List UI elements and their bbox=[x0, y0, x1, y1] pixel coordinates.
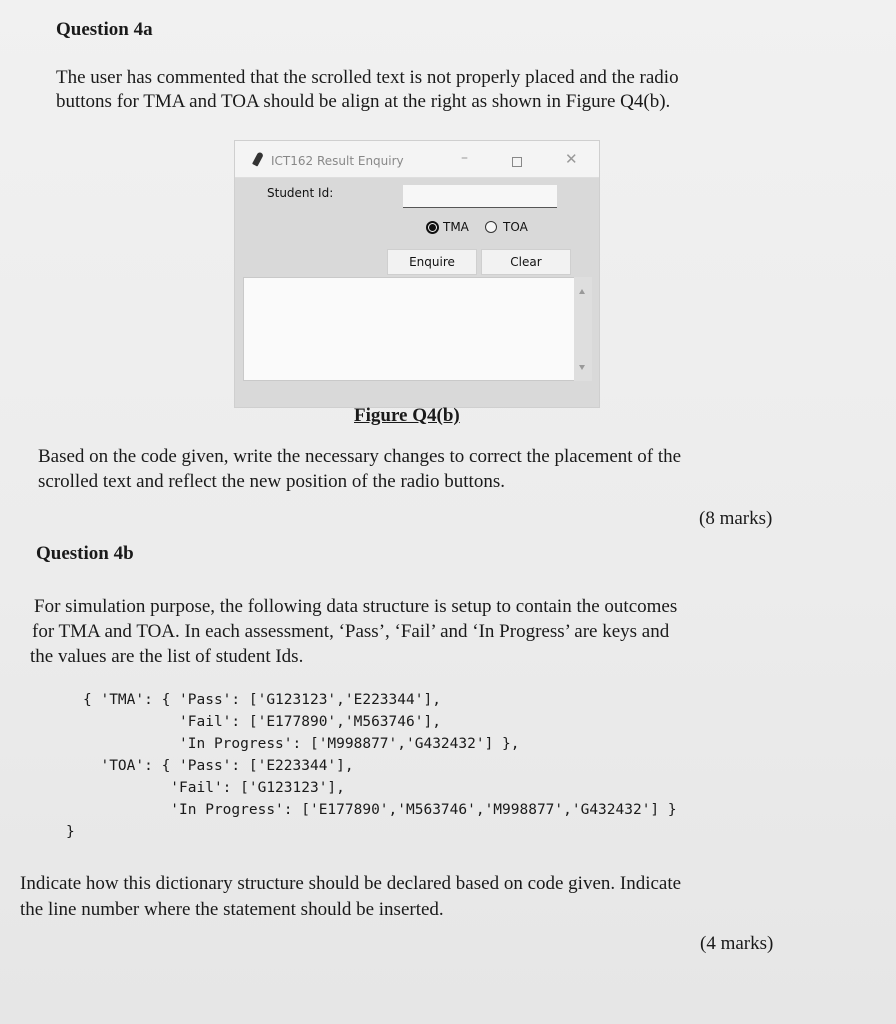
q4a-task-line-2: scrolled text and reflect the new position of the radio buttons. bbox=[38, 471, 505, 492]
figure-caption: Figure Q4(b) bbox=[354, 405, 460, 426]
close-icon[interactable]: ✕ bbox=[565, 150, 578, 168]
student-id-label: Student Id: bbox=[267, 186, 334, 200]
window-title: ICT162 Result Enquiry bbox=[271, 154, 404, 168]
code-line: 'In Progress': ['E177890','M563746','M998877','G432432'] } bbox=[83, 802, 677, 818]
radio-tma[interactable] bbox=[426, 221, 439, 234]
minimize-icon[interactable]: – bbox=[461, 150, 468, 166]
clear-button[interactable]: Clear bbox=[481, 249, 571, 275]
code-line: { 'TMA': { 'Pass': ['G123123','E223344'], bbox=[83, 692, 441, 708]
window-titlebar bbox=[235, 141, 599, 178]
code-line: 'TOA': { 'Pass': ['E223344'], bbox=[83, 758, 354, 774]
maximize-icon[interactable] bbox=[512, 157, 522, 167]
scroll-up-arrow-icon[interactable] bbox=[579, 289, 585, 294]
q4b-task-line-1: Indicate how this dictionary structure should be declared based on code given. Indicate bbox=[20, 873, 682, 894]
radio-toa-label: TOA bbox=[503, 220, 528, 234]
q4b-task-line-2: the line number where the statement should be inserted. bbox=[20, 899, 444, 920]
code-line: 'Fail': ['G123123'], bbox=[83, 780, 345, 796]
question-4a-heading: Question 4a bbox=[56, 19, 153, 40]
feather-app-icon bbox=[252, 151, 264, 166]
scrolled-text-area[interactable] bbox=[243, 277, 575, 381]
q4b-intro-line-3: the values are the list of student Ids. bbox=[30, 646, 304, 667]
q4a-marks: (8 marks) bbox=[699, 508, 773, 529]
code-line: 'Fail': ['E177890','M563746'], bbox=[83, 714, 441, 730]
q4b-marks: (4 marks) bbox=[700, 933, 774, 954]
q4a-intro-line-1: The user has commented that the scrolled text is not properly placed and the radio bbox=[56, 67, 679, 88]
enquire-button[interactable]: Enquire bbox=[387, 249, 477, 275]
radio-tma-label: TMA bbox=[443, 220, 469, 234]
figure-q4b-window bbox=[234, 140, 600, 408]
scrollbar[interactable] bbox=[574, 277, 592, 381]
question-4b-heading: Question 4b bbox=[36, 543, 134, 564]
code-line: } bbox=[66, 824, 75, 840]
q4b-intro-line-1: For simulation purpose, the following data structure is setup to contain the outcomes bbox=[34, 596, 678, 617]
code-line: 'In Progress': ['M998877','G432432'] }, bbox=[83, 736, 520, 752]
q4b-intro-line-2: for TMA and TOA. In each assessment, ‘Pass’, ‘Fail’ and ‘In Progress’ are keys and bbox=[32, 621, 670, 642]
student-id-input[interactable] bbox=[403, 185, 557, 208]
q4a-intro-line-2: buttons for TMA and TOA should be align at the right as shown in Figure Q4(b). bbox=[56, 91, 671, 112]
radio-toa[interactable] bbox=[485, 221, 497, 233]
scroll-down-arrow-icon[interactable] bbox=[579, 365, 585, 370]
q4a-task-line-1: Based on the code given, write the necessary changes to correct the placement of the bbox=[38, 446, 682, 467]
